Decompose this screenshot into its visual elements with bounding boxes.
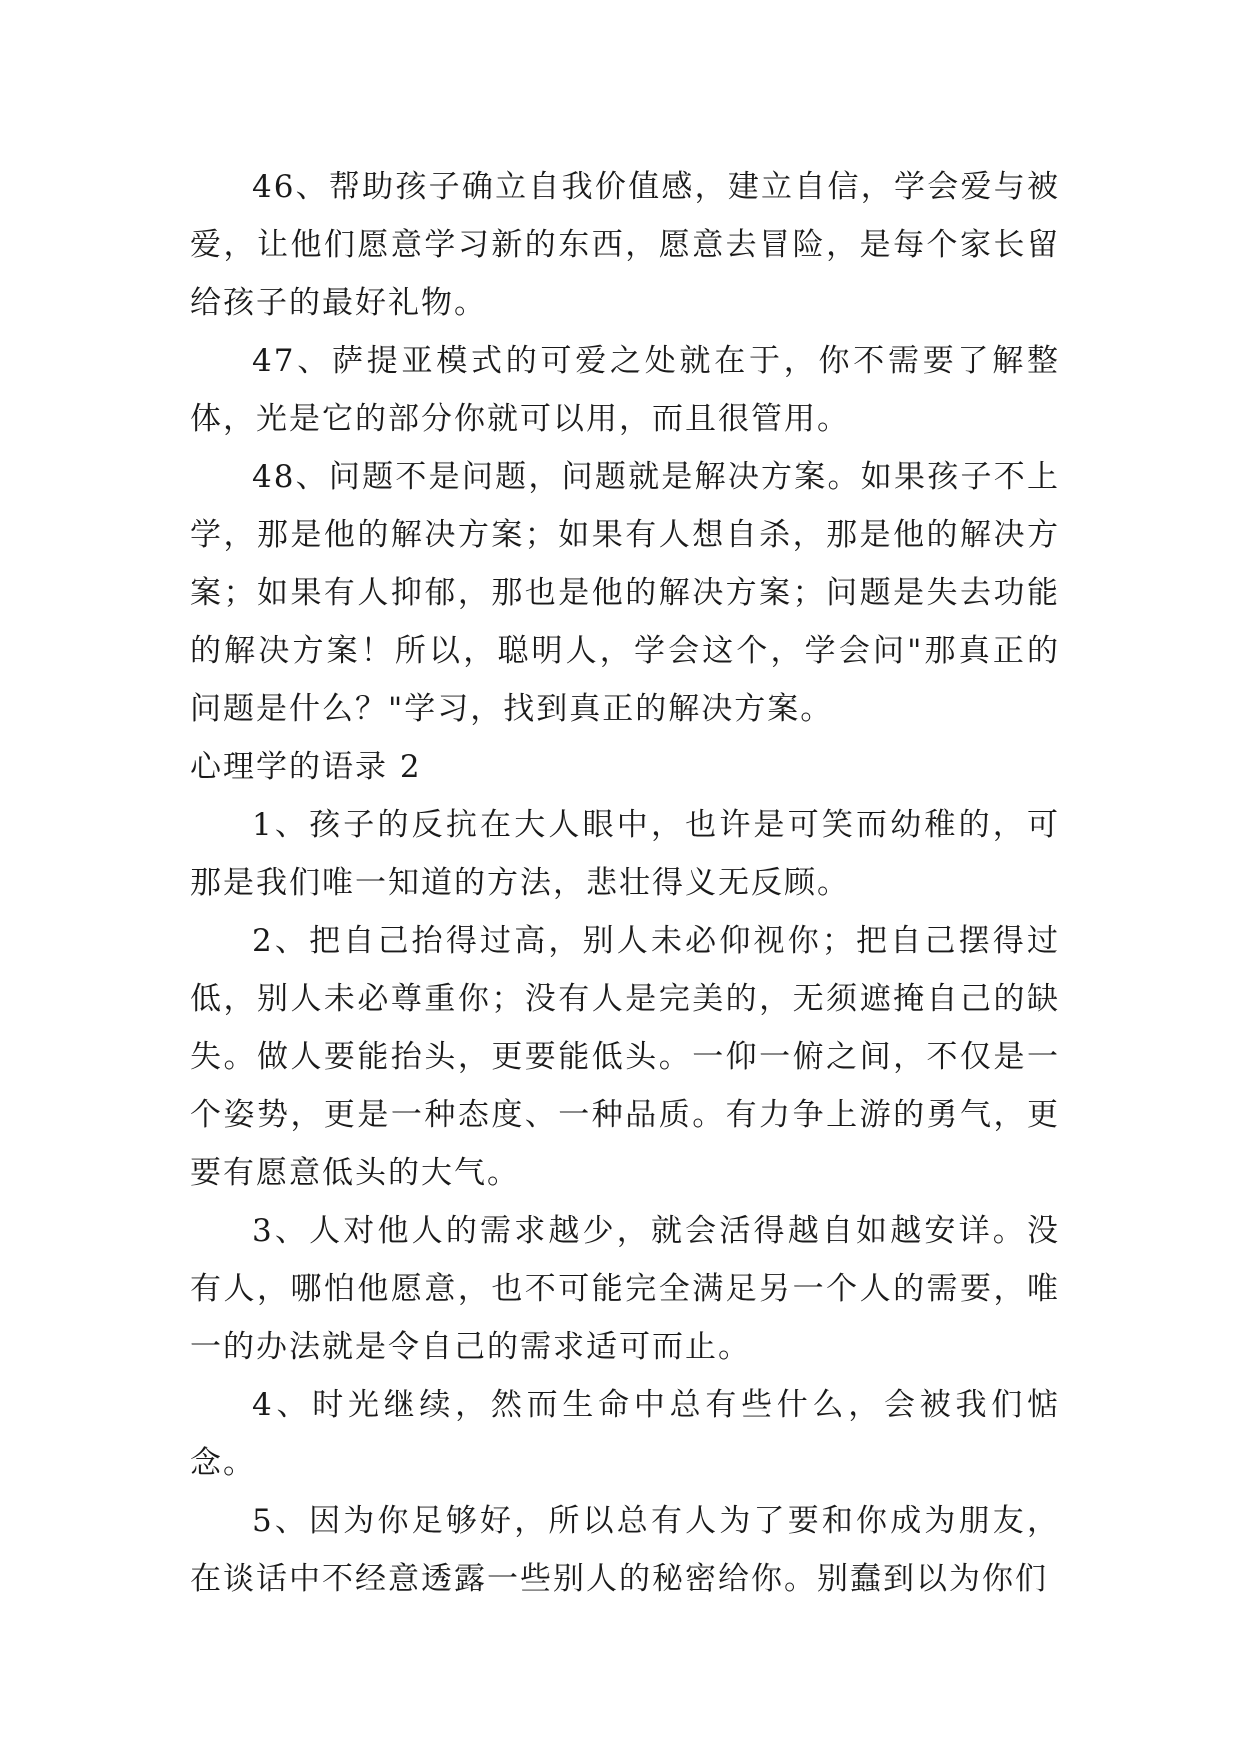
section-heading: 心理学的语录 2: [190, 749, 422, 785]
paragraph-2: 2、把自己抬得过高，别人未必仰视你；把自己摆得过低，别人未必尊重你；没有人是完美的，无须遮掩自己的缺失。做人要能抬头，更要能低头。一仰一俯之间，不仅是一个姿势，更是一种态度、一种品质。有力争上游的勇气，更要有愿意低头的大气。: [190, 923, 1060, 1191]
paragraph-48: 48、问题不是问题，问题就是解决方案。如果孩子不上学，那是他的解决方案；如果有人想自杀，那是他的解决方案；如果有人抑郁，那也是他的解决方案；问题是失去功能的解决方案！所以，聪明人，学会这个，学会问"那真正的问题是什么？"学习，找到真正的解决方案。: [190, 459, 1060, 727]
paragraph-3: 3、人对他人的需求越少，就会活得越自如越安详。没有人，哪怕他愿意，也不可能完全满足另一个人的需要，唯一的办法就是令自己的需求适可而止。: [190, 1213, 1060, 1365]
paragraph-47: 47、萨提亚模式的可爱之处就在于，你不需要了解整体，光是它的部分你就可以用，而且很管用。: [190, 343, 1060, 437]
paragraph-4: 4、时光继续，然而生命中总有些什么，会被我们惦念。: [190, 1387, 1060, 1481]
paragraph-5: 5、因为你足够好，所以总有人为了要和你成为朋友，在谈话中不经意透露一些别人的秘密给你。别蠢到以为你们: [190, 1503, 1060, 1597]
paragraph-1: 1、孩子的反抗在大人眼中，也许是可笑而幼稚的，可那是我们唯一知道的方法，悲壮得义无反顾。: [190, 807, 1060, 901]
document-body: [190, 158, 1060, 1608]
paragraph-46: 46、帮助孩子确立自我价值感，建立自信，学会爱与被爱，让他们愿意学习新的东西，愿意去冒险，是每个家长留给孩子的最好礼物。: [190, 169, 1060, 321]
